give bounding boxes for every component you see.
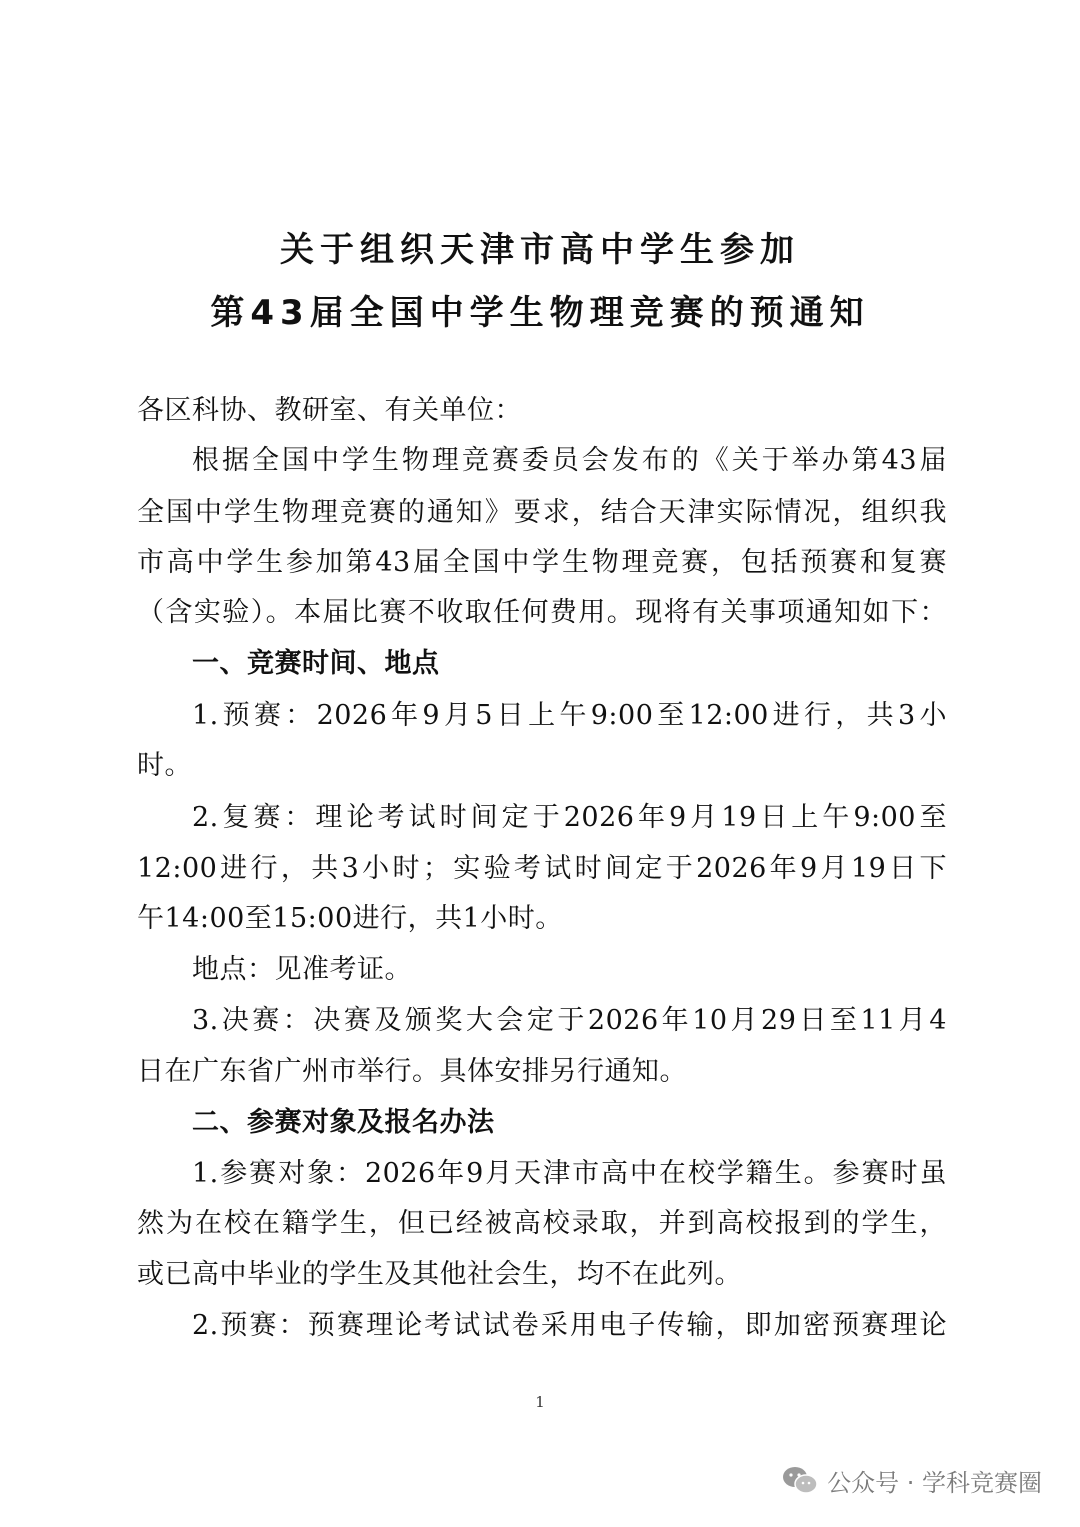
wechat-icon [781, 1465, 819, 1495]
item-eligibility-line-2: 然为在校在籍学生，但已经被高校录取，并到高校报到的学生， [137, 1208, 947, 1239]
watermark-footer [781, 1460, 1042, 1500]
intro-line-1: 根据全国中学生物理竞赛委员会发布的《关于举办第43届 [192, 445, 947, 476]
salutation: 各区科协、教研室、有关单位： [137, 395, 522, 426]
item-final-line-2: 日在广东省广州市举行。具体安排另行通知。 [137, 1056, 687, 1087]
item-final-line-1: 3.决赛：决赛及颁奖大会定于2026年10月29日至11月4 [192, 1005, 947, 1036]
item-eligibility-line-3: 或已高中毕业的学生及其他社会生，均不在此列。 [137, 1259, 742, 1290]
item-eligibility-line-1: 1.参赛对象：2026年9月天津市高中在校学籍生。参赛时虽 [192, 1158, 947, 1189]
intro-line-4: （含实验）。本届比赛不收取任何费用。现将有关事项通知如下： [137, 597, 947, 628]
item-semifinal-line-3: 午14:00至15:00进行，共1小时。 [137, 903, 563, 934]
document-title-line-2: 第43届全国中学生物理竞赛的预通知 [210, 293, 870, 333]
section-heading-1: 一、竞赛时间、地点 [192, 648, 440, 679]
item-prelim-line-1: 1.预赛：2026年9月5日上午9:00至12:00进行，共3小 [192, 700, 947, 731]
item-prelim-transfer-line-1: 2.预赛：预赛理论考试试卷采用电子传输，即加密预赛理论 [192, 1310, 947, 1341]
intro-line-2: 全国中学生物理竞赛的通知》要求，结合天津实际情况，组织我 [137, 497, 947, 528]
page-number: 1 [535, 1393, 545, 1411]
item-semifinal-line-2: 12:00进行，共3小时；实验考试时间定于2026年9月19日下 [137, 853, 947, 884]
item-prelim-line-2: 时。 [137, 750, 192, 781]
document-title-line-1: 关于组织天津市高中学生参加 [280, 230, 800, 270]
item-semifinal-line-1: 2.复赛：理论考试时间定于2026年9月19日上午9:00至 [192, 802, 947, 833]
location-line: 地点：见准考证。 [192, 954, 412, 985]
intro-line-3: 市高中学生参加第43届全国中学生物理竞赛，包括预赛和复赛 [137, 547, 947, 578]
footer-text: 公众号 · 学科竞赛圈 [827, 1468, 1042, 1497]
section-heading-2: 二、参赛对象及报名办法 [192, 1107, 495, 1138]
